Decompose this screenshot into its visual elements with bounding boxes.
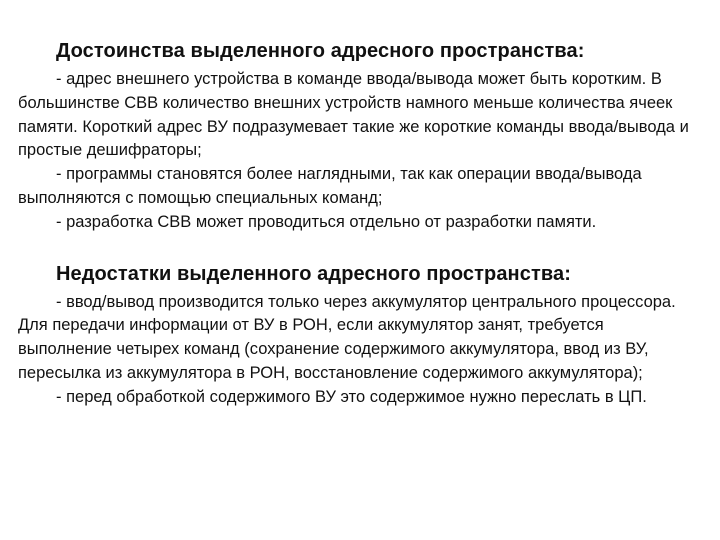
- slide-content: [18, 38, 690, 410]
- advantages-item-2: - программы становятся более наглядными, так как операции ввода/вывода выполняются с помощью специальных команд;: [18, 165, 642, 207]
- advantages-item-1: - адрес внешнего устройства в команде ввода/вывода может быть коротким. В большинстве СВВ количество внешних устройств намного меньше количества ячеек памяти. Короткий адрес ВУ подразумевает такие же короткие команды ввода/вывода и простые дешифраторы;: [18, 70, 689, 160]
- advantages-heading: Достоинства выделенного адресного пространства:: [56, 40, 585, 62]
- advantages-item-3: - разработка СВВ может проводиться отдельно от разработки памяти.: [56, 212, 597, 231]
- disadvantages-section: [18, 261, 690, 410]
- disadvantages-item-1: - ввод/вывод производится только через аккумулятор центрального процессора. Для передачи информации от ВУ в РОН, если аккумулятор занят, требуется выполнение четырех команд (сохранение содержимого аккумулятора, ввод из ВУ, пересылка из аккумулятора в РОН, восстановление содержимого аккумулятора);: [18, 292, 676, 382]
- disadvantages-item-2: - перед обработкой содержимого ВУ это содержимое нужно переслать в ЦП.: [56, 387, 647, 406]
- advantages-section: [18, 38, 690, 235]
- disadvantages-heading: Недостатки выделенного адресного пространства:: [56, 262, 571, 285]
